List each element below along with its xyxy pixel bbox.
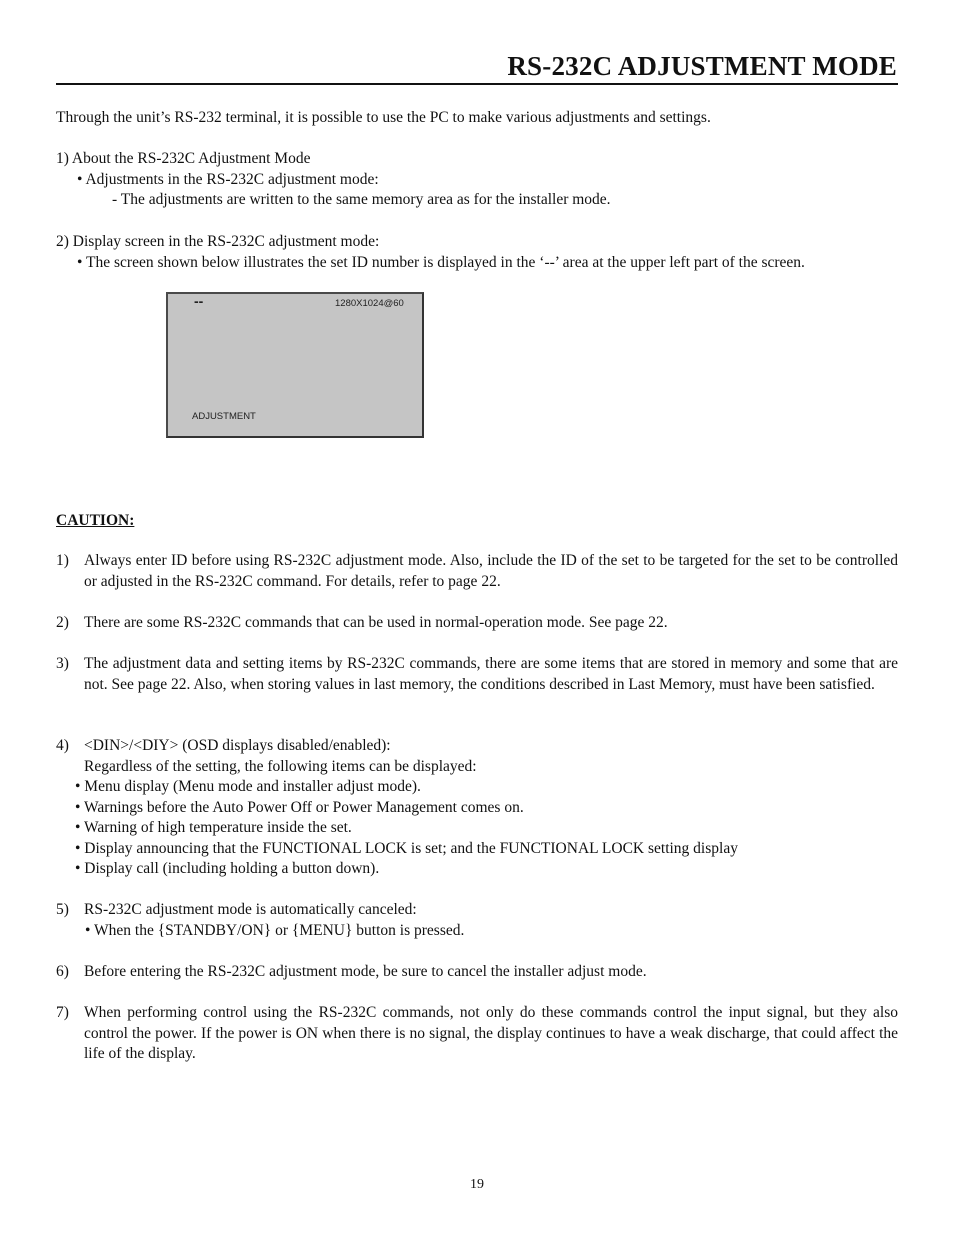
caution-item-text: When performing control using the RS-232C commands, not only do these commands control the input signal, but they also control the power. If the power is ON when there is no signal, the display continues to have a weak discharge, that could affect the life of the display. <box>84 1004 898 1063</box>
section1-heading: 1) About the RS-232C Adjustment Mode <box>56 150 311 167</box>
page-number: 19 <box>470 1177 484 1192</box>
caution-item-6 <box>56 962 898 983</box>
adjustment-screen-illustration <box>166 292 424 438</box>
caution-item-text: Always enter ID before using RS-232C adjustment mode. Also, include the ID of the set to be targeted for the set to be controlled or adjusted in the RS-232C command. For details, refer to page 22. <box>84 552 898 590</box>
caution-item-number: 4) <box>56 737 69 754</box>
screen-mode-label: ADJUSTMENT <box>192 411 256 422</box>
screen-resolution: 1280X1024@60 <box>335 298 404 309</box>
caution-item-number: 5) <box>56 901 69 918</box>
list-item: • Warnings before the Auto Power Off or Power Management comes on. <box>75 799 524 816</box>
caution-item-4 <box>56 736 898 881</box>
caution-item-1 <box>56 551 898 593</box>
title-rule <box>56 83 898 85</box>
section2-bullet: • The screen shown below illustrates the set ID number is displayed in the ‘--’ area at the upper left part of the screen. <box>77 254 805 271</box>
page-title: RS-232C ADJUSTMENT MODE <box>507 51 897 81</box>
section1-bullet: • Adjustments in the RS-232C adjustment mode: <box>77 171 379 188</box>
caution-item-number: 2) <box>56 614 69 631</box>
section1-sub: - The adjustments are written to the same memory area as for the installer mode. <box>112 191 611 208</box>
caution-item-5 <box>56 900 898 942</box>
list-item: • Warning of high temperature inside the set. <box>75 819 352 836</box>
caution-item-text: The adjustment data and setting items by RS-232C commands, there are some items that are stored in memory and some that are not. See page 22. Also, when storing values in last memory, the conditions described in Last Memory, must have been satisfied. <box>84 655 898 693</box>
caution-item-2 <box>56 613 898 634</box>
screen-set-id: -- <box>194 293 204 309</box>
caution-item-3 <box>56 654 898 717</box>
list-item: • When the {STANDBY/ON} or {MENU} button is pressed. <box>85 922 465 939</box>
list-item: • Menu display (Menu mode and installer adjust mode). <box>75 778 421 795</box>
caution-item-text: <DIN>/<DIY> (OSD displays disabled/enabled): <box>84 737 391 754</box>
caution-heading: CAUTION: <box>56 512 135 529</box>
caution-item-number: 1) <box>56 552 69 569</box>
list-item: • Display call (including holding a button down). <box>75 860 380 877</box>
section2-heading: 2) Display screen in the RS-232C adjustment mode: <box>56 233 380 250</box>
caution-item-text: RS-232C adjustment mode is automatically canceled: <box>84 901 417 918</box>
caution-item-number: 7) <box>56 1004 69 1021</box>
caution-item-number: 6) <box>56 963 69 980</box>
caution-item-text: Before entering the RS-232C adjustment mode, be sure to cancel the installer adjust mode. <box>84 963 647 980</box>
caution-item-7 <box>56 1003 898 1066</box>
caution-item-text: There are some RS-232C commands that can be used in normal-operation mode. See page 22. <box>84 614 668 631</box>
caution-item-number: 3) <box>56 655 69 672</box>
intro-text: Through the unit’s RS-232 terminal, it is possible to use the PC to make various adjustments and settings. <box>56 109 711 126</box>
caution-item-text: Regardless of the setting, the following items can be displayed: <box>84 758 477 775</box>
list-item: • Display announcing that the FUNCTIONAL LOCK is set; and the FUNCTIONAL LOCK setting display <box>75 840 738 857</box>
